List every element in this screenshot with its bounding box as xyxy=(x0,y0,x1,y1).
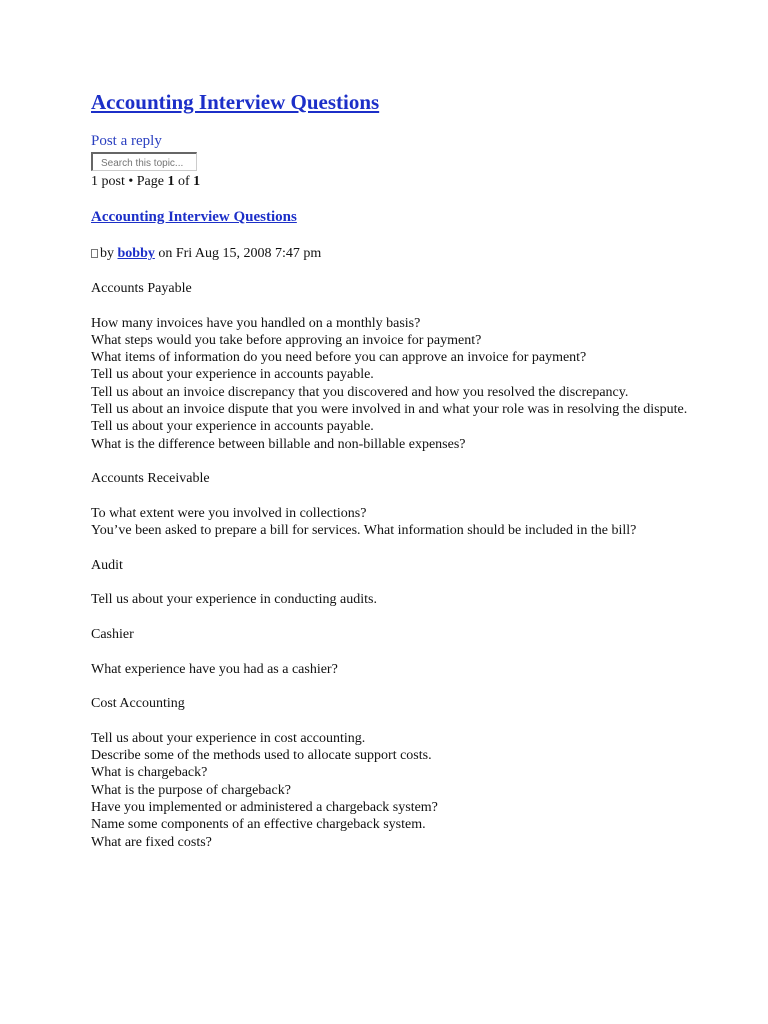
pagination xyxy=(91,174,200,190)
post-content xyxy=(91,280,711,868)
section-audit xyxy=(91,557,711,609)
question-item: Tell us about an invoice dispute that you were involved in and what your role was in resolving the dispute. xyxy=(91,402,688,418)
section-heading: Cost Accounting xyxy=(91,696,185,712)
section-accounts-receivable xyxy=(91,470,711,539)
question-item: What items of information do you need before you can approve an invoice for payment? xyxy=(91,350,587,366)
question-item: Name some components of an effective chargeback system. xyxy=(91,817,426,833)
question-item: What is the difference between billable and non-billable expenses? xyxy=(91,436,466,452)
section-heading: Audit xyxy=(91,557,123,573)
question-item: Tell us about your experience in cost accounting. xyxy=(91,730,366,746)
pagination-prefix: 1 post • Page xyxy=(91,174,168,189)
section-cost-accounting xyxy=(91,695,711,851)
post-icon[interactable] xyxy=(91,249,98,258)
question-item: What is the purpose of chargeback? xyxy=(91,782,291,798)
section-heading: Accounts Receivable xyxy=(91,471,210,487)
question-item: Tell us about your experience in accounts payable. xyxy=(91,367,374,383)
question-item: Describe some of the methods used to allocate support costs. xyxy=(91,748,432,764)
question-item: What are fixed costs? xyxy=(91,834,212,850)
question-item: Tell us about an invoice discrepancy that you discovered and how you resolved the discrepancy. xyxy=(91,384,629,400)
question-item: Tell us about your experience in accounts payable. xyxy=(91,419,374,435)
topic-title-link[interactable]: Accounting Interview Questions xyxy=(91,90,380,114)
pagination-of: of xyxy=(174,174,194,189)
question-item: How many invoices have you handled on a monthly basis? xyxy=(91,315,421,331)
question-item: Tell us about your experience in conducting audits. xyxy=(91,592,377,608)
post-title-link[interactable]: Accounting Interview Questions xyxy=(91,209,297,225)
section-cashier xyxy=(91,626,711,678)
by-label: by xyxy=(100,246,118,261)
section-heading: Cashier xyxy=(91,626,134,642)
question-item: To what extent were you involved in collections? xyxy=(91,505,367,521)
pagination-total-pages: 1 xyxy=(193,174,201,189)
question-list xyxy=(91,505,711,540)
pagination-current-page: 1 xyxy=(167,174,175,189)
question-item: You’ve been asked to prepare a bill for services. What information should be included in the bill? xyxy=(91,523,637,539)
question-list xyxy=(91,730,711,851)
search-topic-input[interactable] xyxy=(91,152,197,171)
post-byline xyxy=(91,246,321,262)
section-heading: Accounts Payable xyxy=(91,281,192,296)
post-reply-link[interactable]: Post a reply xyxy=(91,133,162,149)
question-list xyxy=(91,661,711,678)
question-item: What experience have you had as a cashier? xyxy=(91,661,338,677)
question-item: Have you implemented or administered a chargeback system? xyxy=(91,799,438,815)
question-item: What steps would you take before approving an invoice for payment? xyxy=(91,332,482,348)
question-list xyxy=(91,591,711,608)
author-link[interactable]: bobby xyxy=(117,246,155,261)
section-accounts-payable xyxy=(91,280,711,453)
question-list xyxy=(91,315,711,453)
post-date: on Fri Aug 15, 2008 7:47 pm xyxy=(154,246,322,261)
question-item: What is chargeback? xyxy=(91,765,208,781)
